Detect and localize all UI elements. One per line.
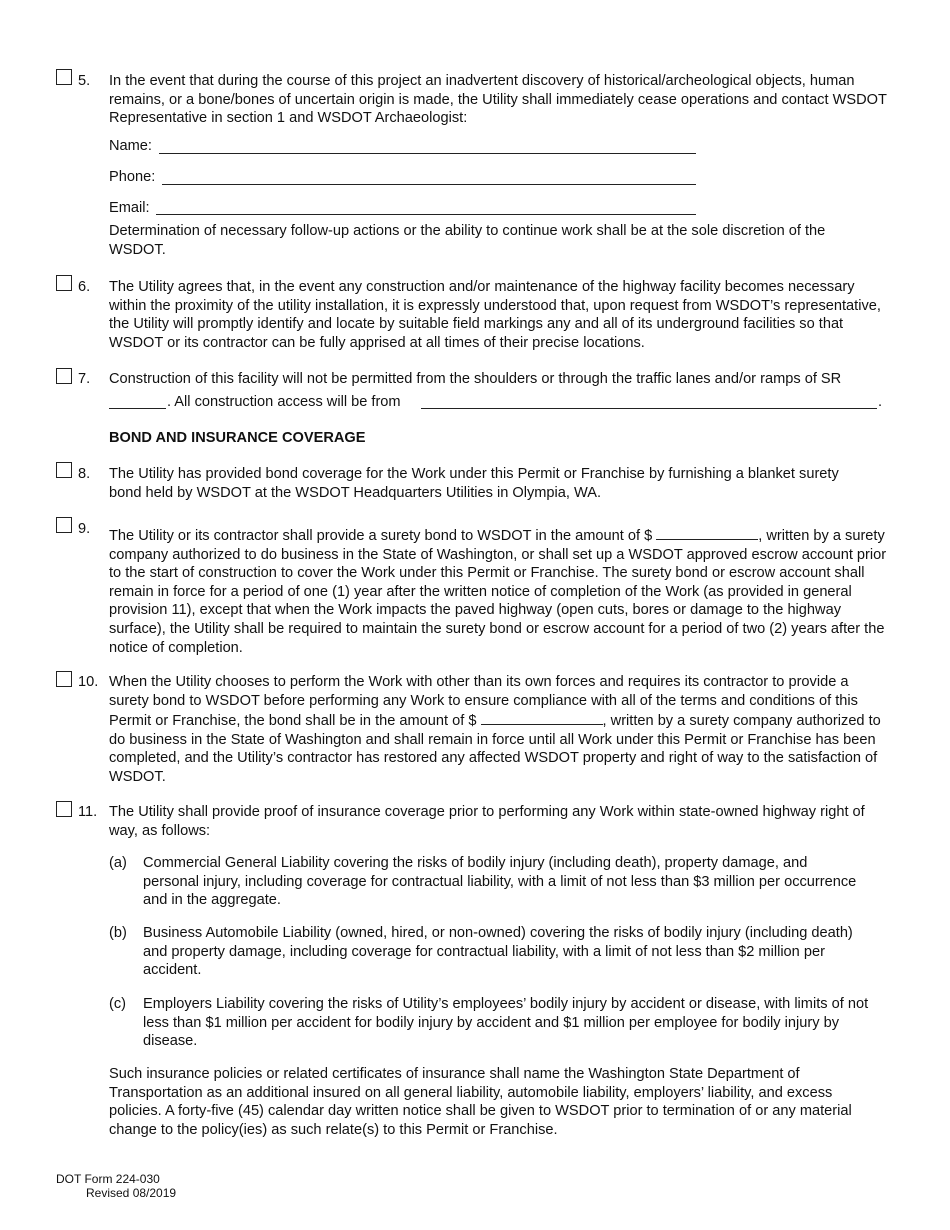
name-field[interactable] [159, 153, 696, 154]
item-number: 8. [78, 466, 91, 482]
checkbox-item-8[interactable] [56, 462, 72, 478]
item-5-determination: Determination of necessary follow-up actions or the ability to continue work shall be at the sole discretion of the WSDOT. [109, 223, 826, 258]
bond-amount-field[interactable] [656, 525, 758, 540]
checkbox-item-9[interactable] [56, 517, 72, 533]
item-9-text-a: The Utility or its contractor shall provide a surety bond to WSDOT in the amount of $ [109, 528, 653, 544]
item-10-text [109, 673, 891, 787]
item-number: 5. [78, 73, 91, 89]
item-number: 11. [78, 804, 98, 820]
item-number: 9. [78, 521, 91, 537]
item-number: 7. [78, 371, 91, 387]
item-10-text-a: When the Utility chooses to perform the Work with other than its own forces and requires its contractor to provide a surety bond to WSDOT before performing any Work to ensure compliance with all of the terms and conditions of this Permit or Franchise, the bond shall be in the amount of $ [109, 674, 858, 730]
item-6-text: The Utility agrees that, in the event any construction and/or maintenance of the highway facility becomes necessary within the proximity of the utility installation, it is expressly understood that, upon request from WSDOT’s representative, the Utility will promptly identify and locate by suitable field markings any and all of its underground facilities so that WSDOT or its contractor can be fully apprised at all times of their precise locations. [109, 279, 881, 351]
email-label: Email: [109, 200, 150, 216]
checkbox-item-6[interactable] [56, 275, 72, 291]
sub-item-b-text: Business Automobile Liability (owned, hired, or non-owned) covering the risks of bodily injury (including death) and property damage, including coverage for contractual liability, with a limit of not less than $2 million per accident. [143, 925, 853, 979]
item-9-text-b: , written by a surety company authorized to do business in the State of Washington, or shall set up a WSDOT approved escrow account prior to the start of construction to cover the Work under this Permit or Franchise. The surety bond or escrow account shall remain in force for a period of one (1) year after the written notice of completion of the Work (as provided in general provision 11), except that when the Work impacts the paved highway (open cuts, bores or damage to the highway surface), the Utility shall be required to maintain the surety bond or escrow account for a period of two (2) years after the notice of completion. [109, 528, 887, 656]
item-9-text [109, 525, 891, 657]
access-field[interactable] [421, 408, 877, 409]
item-7-text-b: . All construction access will be from [167, 394, 401, 410]
insurance-closing-text: Such insurance policies or related certificates of insurance shall name the Washington State Department of Transportation as an additional insured on all general liability, automobile liability, employers’ liability, and excess policies. A forty-five (45) calendar day written notice shall be given to WSDOT prior to termination of or any material change to the policy(ies) as such relate(s) to this Permit or Franchise. [109, 1066, 852, 1138]
item-7-text-c: . [878, 394, 883, 410]
phone-field[interactable] [162, 184, 696, 185]
contractor-bond-amount-field[interactable] [481, 710, 603, 725]
item-10-text-b: , written by a surety company authorized to do business in the State of Washington and shall remain in force until all Work under this Permit or Franchise has been completed, and the Utility’s contractor has restored any affected WSDOT property and right of way to the satisfaction of WSDOT. [109, 713, 881, 785]
checkbox-item-5[interactable] [56, 69, 72, 85]
item-11-text: The Utility shall provide proof of insurance coverage prior to performing any Work within state-owned highway right of way, as follows: [109, 804, 865, 839]
item-number: 6. [78, 279, 91, 295]
sub-item-c-text: Employers Liability covering the risks of Utility’s employees’ bodily injury by accident or disease, with limits of not less than $1 million per accident for bodily injury by accident and $1 million per employee for bodily injury by disease. [143, 996, 869, 1050]
item-7-text-a: Construction of this facility will not be permitted from the shoulders or through the traffic lanes and/or ramps of SR [109, 371, 842, 387]
checkbox-item-7[interactable] [56, 368, 72, 384]
form-number: DOT Form 224-030 [56, 1172, 160, 1186]
revision-date: Revised 08/2019 [86, 1186, 177, 1200]
email-field[interactable] [156, 214, 696, 215]
item-8-text: The Utility has provided bond coverage for the Work under this Permit or Franchise by furnishing a blanket surety bond held by WSDOT at the WSDOT Headquarters Utilities in Olympia, WA. [109, 466, 839, 501]
checkbox-item-10[interactable] [56, 671, 72, 687]
section-heading: BOND AND INSURANCE COVERAGE [109, 430, 366, 446]
sub-item-letter: (a) [109, 855, 127, 871]
sub-item-letter: (b) [109, 925, 127, 941]
sub-item-a-text: Commercial General Liability covering the risks of bodily injury (including death), property damage, and personal injury, including coverage for contractual liability, with a limit of not less than $3 million per occurrence and in the aggregate. [143, 855, 857, 909]
phone-label: Phone: [109, 169, 156, 185]
sub-item-letter: (c) [109, 996, 127, 1012]
name-label: Name: [109, 138, 152, 154]
item-number: 10. [78, 674, 99, 690]
item-5-text: In the event that during the course of this project an inadvertent discovery of historical/archeological objects, human remains, or a bone/bones of uncertain origin is made, the Utility shall immediately cease operations and contact WSDOT Representative in section 1 and WSDOT Archaeologist: [109, 73, 887, 127]
sr-field[interactable] [109, 408, 166, 409]
checkbox-item-11[interactable] [56, 801, 72, 817]
